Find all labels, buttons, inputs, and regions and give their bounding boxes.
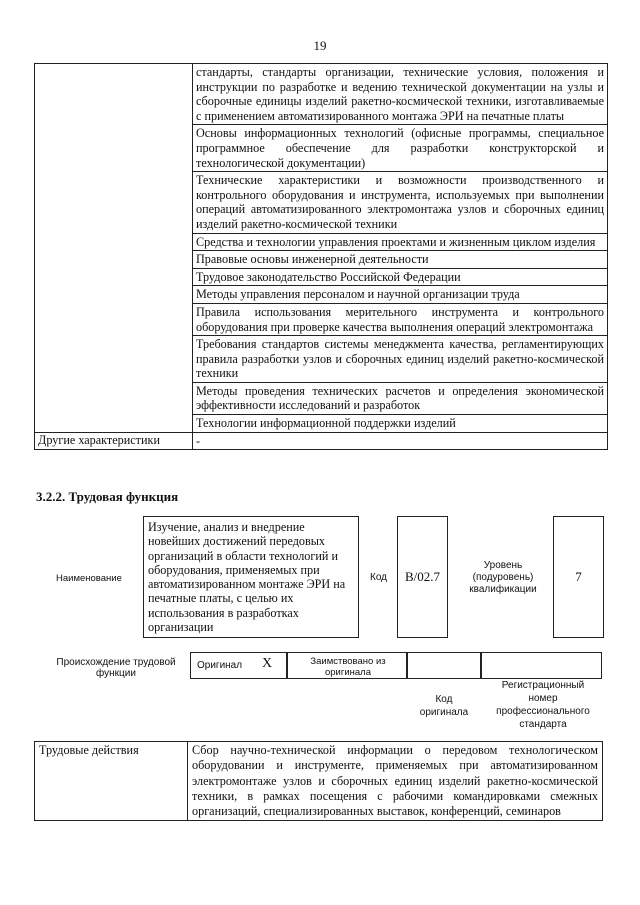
actions-label: Трудовые действия [35,742,188,821]
qualification-level-label: Уровень (подуровень) квалификации [469,560,537,595]
original-label: Оригинал [197,660,243,671]
code-original-label: Код оригинала [419,694,469,718]
page-number: 19 [313,38,327,53]
actions-row [35,742,603,821]
actions-table [34,741,603,821]
reg-number-label: Регистрационный номер профессионального стандарта [496,680,590,730]
knowledge-table [34,63,608,450]
knowledge-item: Методы управления персоналом и научной организации труда [193,286,608,304]
knowledge-item: Технические характеристики и возможности производственного и контрольного оборудования и инструмента, используемых при выполнении операций автоматизированного электромонтажа узлов и сборочных единиц изделий ракетно-космической техники [193,172,608,233]
other-characteristics-label: Другие характеристики [35,432,193,450]
function-code-box [397,516,448,638]
other-characteristics-value: - [193,432,608,450]
knowledge-item: Методы проведения технических расчетов и определения экономической эффективности исследований и разработок [193,382,608,414]
knowledge-item: Требования стандартов системы менеджмента качества, регламентирующих правила разработки узлов и сборочных единиц изделий ракетно-космической техники [193,336,608,383]
qualification-level-box [553,516,604,638]
knowledge-label-cell [35,64,193,433]
function-name-box [143,516,359,638]
knowledge-row [35,64,608,125]
knowledge-item: Технологии информационной поддержки изделий [193,415,608,433]
section-title: 3.2.2. Трудовая функция [36,489,179,504]
knowledge-item: Правила использования мерительного инструмента и контрольного оборудования при проверке качества выполнения операций электромонтажа [193,303,608,335]
qualification-level-value: 7 [575,569,582,584]
actions-text: Сбор научно-технической информации о передовом технологическом оборудовании и инструменте, применяемых при автоматизированном электромонтаже узлов и сборочных единиц изделий ракетно-космической техники, в рамках посещения с рабочими командировками смежных организаций, специализированных выставок, конференций, семинаров [188,742,603,821]
knowledge-item: стандарты, стандарты организации, технические условия, положения и инструкции по разработке и ведению технической документации на узлы и сборочные единицы изделий ракетно-космической техники, изготавливаемые с применением автоматизированного монтажа ЭРИ на печатные платы [193,64,608,125]
original-mark: X [262,656,273,671]
code-label: Код [370,572,388,583]
origin-code-cell [407,652,481,679]
name-label: Наименование [56,573,122,584]
knowledge-item: Трудовое законодательство Российской Федерации [193,268,608,286]
origin-reg-number-cell [481,652,602,679]
knowledge-row [35,432,608,450]
knowledge-item: Средства и технологии управления проектами и жизненным циклом изделия [193,233,608,251]
knowledge-item: Правовые основы инженерной деятельности [193,251,608,269]
function-code-value: B/02.7 [404,569,441,584]
borrowed-label: Заимствовано из оригинала [310,656,386,678]
origin-label: Происхождение трудовой функции [56,657,176,679]
function-name-text: Изучение, анализ и внедрение новейших достижений передовых организаций в области технологий и оборудования, применяемых при автоматизированном монтаже ЭРИ на печатные платы, с целью их использования в разработках организации [148,520,346,635]
knowledge-item: Основы информационных технологий (офисные программы, специальное программное обеспечение для разработки конструкторской и технологической документации) [193,125,608,172]
